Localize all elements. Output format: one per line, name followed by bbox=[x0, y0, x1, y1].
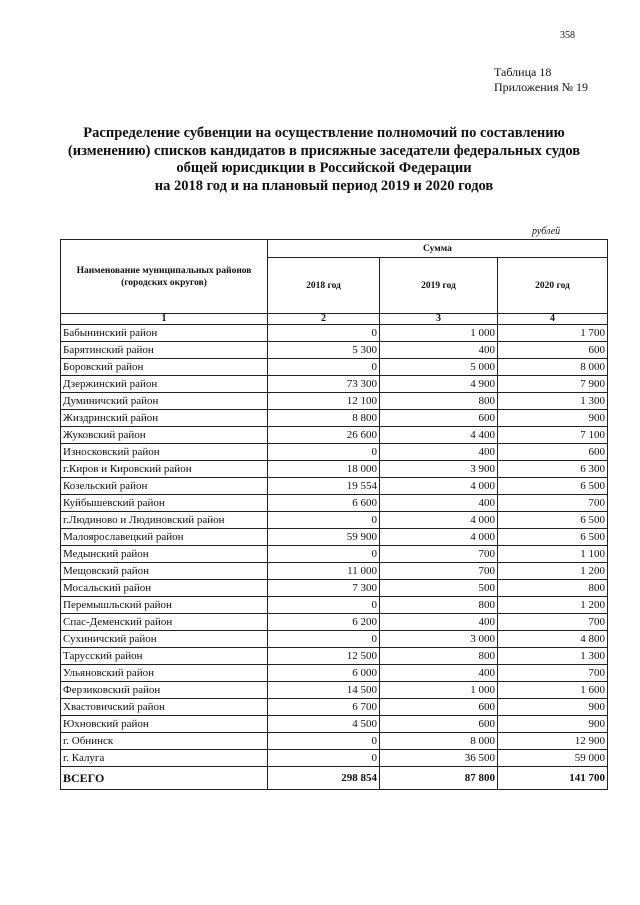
amount-2019: 4 000 bbox=[380, 529, 498, 546]
amount-2019: 4 000 bbox=[380, 512, 498, 529]
district-name: Перемышльский район bbox=[61, 597, 268, 614]
amount-2018: 14 500 bbox=[268, 682, 380, 699]
amount-2018: 0 bbox=[268, 444, 380, 461]
amount-2019: 800 bbox=[380, 648, 498, 665]
total-2020: 141 700 bbox=[498, 767, 608, 790]
table-row bbox=[61, 546, 608, 563]
district-name: Мещовский район bbox=[61, 563, 268, 580]
district-name: Медынский район bbox=[61, 546, 268, 563]
district-name: Малоярославецкий район bbox=[61, 529, 268, 546]
amount-2020: 1 100 bbox=[498, 546, 608, 563]
district-name: г. Калуга bbox=[61, 750, 268, 767]
total-label: ВСЕГО bbox=[61, 767, 268, 790]
amount-2018: 0 bbox=[268, 597, 380, 614]
table-row bbox=[61, 393, 608, 410]
amount-2019: 700 bbox=[380, 546, 498, 563]
amount-2020: 6 500 bbox=[498, 478, 608, 495]
amount-2020: 1 300 bbox=[498, 648, 608, 665]
amount-2019: 800 bbox=[380, 597, 498, 614]
amount-2018: 26 600 bbox=[268, 427, 380, 444]
amount-2019: 400 bbox=[380, 444, 498, 461]
amount-2018: 0 bbox=[268, 359, 380, 376]
amount-2019: 1 000 bbox=[380, 682, 498, 699]
year-header-2020: 2020 год bbox=[498, 258, 608, 314]
amount-2020: 700 bbox=[498, 614, 608, 631]
amount-2020: 700 bbox=[498, 665, 608, 682]
amount-2019: 4 900 bbox=[380, 376, 498, 393]
amount-2018: 0 bbox=[268, 733, 380, 750]
amount-2020: 1 200 bbox=[498, 563, 608, 580]
year-header-2019: 2019 год bbox=[380, 258, 498, 314]
amount-2019: 400 bbox=[380, 665, 498, 682]
district-name: Спас-Деменский район bbox=[61, 614, 268, 631]
title-line: общей юрисдикции в Российской Федерации bbox=[176, 160, 472, 176]
year-header-2018: 2018 год bbox=[268, 258, 380, 314]
amount-2019: 3 000 bbox=[380, 631, 498, 648]
amount-2019: 400 bbox=[380, 495, 498, 512]
table-reference: Таблица 18 bbox=[494, 65, 552, 79]
table-row bbox=[61, 342, 608, 359]
amount-2019: 600 bbox=[380, 410, 498, 427]
sum-header: Сумма bbox=[268, 240, 608, 258]
amount-2018: 0 bbox=[268, 750, 380, 767]
amount-2018: 59 900 bbox=[268, 529, 380, 546]
amount-2019: 600 bbox=[380, 716, 498, 733]
amount-2018: 73 300 bbox=[268, 376, 380, 393]
table-row bbox=[61, 733, 608, 750]
amount-2020: 12 900 bbox=[498, 733, 608, 750]
amount-2019: 3 900 bbox=[380, 461, 498, 478]
district-name: Боровский район bbox=[61, 359, 268, 376]
table-row bbox=[61, 631, 608, 648]
district-name: Дзержинский район bbox=[61, 376, 268, 393]
district-name: Мосальский район bbox=[61, 580, 268, 597]
table-row bbox=[61, 750, 608, 767]
table-row bbox=[61, 427, 608, 444]
column-number: 2 bbox=[268, 314, 380, 325]
table-row bbox=[61, 359, 608, 376]
district-name: Думиничский район bbox=[61, 393, 268, 410]
amount-2018: 0 bbox=[268, 631, 380, 648]
amount-2020: 900 bbox=[498, 716, 608, 733]
amount-2019: 600 bbox=[380, 699, 498, 716]
column-number: 3 bbox=[380, 314, 498, 325]
district-name: Хвастовичский район bbox=[61, 699, 268, 716]
name-column-header: Наименование муниципальных районов (городских округов) bbox=[61, 240, 268, 314]
amount-2018: 11 000 bbox=[268, 563, 380, 580]
amount-2020: 6 300 bbox=[498, 461, 608, 478]
table-row bbox=[61, 410, 608, 427]
amount-2018: 6 200 bbox=[268, 614, 380, 631]
table-row bbox=[61, 665, 608, 682]
column-number: 4 bbox=[498, 314, 608, 325]
amount-2020: 59 000 bbox=[498, 750, 608, 767]
amount-2018: 8 800 bbox=[268, 410, 380, 427]
amount-2018: 0 bbox=[268, 512, 380, 529]
amount-2019: 1 000 bbox=[380, 325, 498, 342]
district-name: Износковский район bbox=[61, 444, 268, 461]
amount-2019: 700 bbox=[380, 563, 498, 580]
district-name: г.Людиново и Людиновский район bbox=[61, 512, 268, 529]
amount-2020: 600 bbox=[498, 342, 608, 359]
appendix-number: Приложения № 19 bbox=[494, 80, 589, 94]
amount-2020: 6 500 bbox=[498, 529, 608, 546]
amount-2020: 600 bbox=[498, 444, 608, 461]
document-title bbox=[50, 125, 598, 195]
district-name: Жуковский район bbox=[61, 427, 268, 444]
total-2018: 298 854 bbox=[268, 767, 380, 790]
table-row bbox=[61, 376, 608, 393]
amount-2018: 5 300 bbox=[268, 342, 380, 359]
table-row bbox=[61, 495, 608, 512]
amount-2018: 12 100 bbox=[268, 393, 380, 410]
table-row bbox=[61, 716, 608, 733]
amount-2018: 6 600 bbox=[268, 495, 380, 512]
district-name: Юхновский район bbox=[61, 716, 268, 733]
table-row bbox=[61, 580, 608, 597]
district-name: Ферзиковский район bbox=[61, 682, 268, 699]
district-name: Сухиничский район bbox=[61, 631, 268, 648]
title-line: на 2018 год и на плановый период 2019 и 2020 годов bbox=[154, 177, 494, 194]
amount-2020: 8 000 bbox=[498, 359, 608, 376]
amount-2020: 800 bbox=[498, 580, 608, 597]
district-name: Бабынинский район bbox=[61, 325, 268, 342]
amount-2020: 1 300 bbox=[498, 393, 608, 410]
amount-2020: 4 800 bbox=[498, 631, 608, 648]
table-row bbox=[61, 325, 608, 342]
amount-2020: 6 500 bbox=[498, 512, 608, 529]
amount-2020: 7 100 bbox=[498, 427, 608, 444]
table-row bbox=[61, 682, 608, 699]
amount-2019: 800 bbox=[380, 393, 498, 410]
amount-2018: 19 554 bbox=[268, 478, 380, 495]
amount-2019: 400 bbox=[380, 614, 498, 631]
amount-2020: 1 200 bbox=[498, 597, 608, 614]
table-row bbox=[61, 563, 608, 580]
total-2019: 87 800 bbox=[380, 767, 498, 790]
table-row bbox=[61, 512, 608, 529]
district-name: Тарусский район bbox=[61, 648, 268, 665]
amount-2020: 1 700 bbox=[498, 325, 608, 342]
amount-2019: 4 400 bbox=[380, 427, 498, 444]
amount-2018: 6 700 bbox=[268, 699, 380, 716]
table-row bbox=[61, 529, 608, 546]
table-row bbox=[61, 614, 608, 631]
district-name: Козельский район bbox=[61, 478, 268, 495]
amount-2020: 900 bbox=[498, 699, 608, 716]
district-name: Жиздринский район bbox=[61, 410, 268, 427]
amount-2020: 7 900 bbox=[498, 376, 608, 393]
amount-2020: 700 bbox=[498, 495, 608, 512]
amount-2019: 36 500 bbox=[380, 750, 498, 767]
amount-2018: 4 500 bbox=[268, 716, 380, 733]
district-name: г. Обнинск bbox=[61, 733, 268, 750]
title-line: Распределение субвенции на осуществление полномочий по составлению bbox=[83, 125, 565, 141]
table-row bbox=[61, 478, 608, 495]
amount-2020: 1 600 bbox=[498, 682, 608, 699]
column-number: 1 bbox=[61, 314, 268, 325]
district-name: Ульяновский район bbox=[61, 665, 268, 682]
amount-2018: 18 000 bbox=[268, 461, 380, 478]
subsidy-table bbox=[60, 239, 608, 790]
amount-2018: 12 500 bbox=[268, 648, 380, 665]
table-row bbox=[61, 699, 608, 716]
appendix-reference bbox=[494, 65, 588, 95]
district-name: Барятинский район bbox=[61, 342, 268, 359]
total-row bbox=[61, 767, 608, 790]
units-label: рублей bbox=[532, 226, 561, 237]
amount-2019: 500 bbox=[380, 580, 498, 597]
amount-2019: 5 000 bbox=[380, 359, 498, 376]
district-name: Куйбышевский район bbox=[61, 495, 268, 512]
district-name: г.Киров и Кировский район bbox=[61, 461, 268, 478]
amount-2020: 900 bbox=[498, 410, 608, 427]
table-row bbox=[61, 461, 608, 478]
amount-2018: 6 000 bbox=[268, 665, 380, 682]
table-row bbox=[61, 648, 608, 665]
table-body bbox=[61, 325, 608, 767]
amount-2019: 8 000 bbox=[380, 733, 498, 750]
page-number: 358 bbox=[560, 30, 575, 41]
table-row bbox=[61, 597, 608, 614]
amount-2019: 400 bbox=[380, 342, 498, 359]
table-row bbox=[61, 444, 608, 461]
amount-2019: 4 000 bbox=[380, 478, 498, 495]
amount-2018: 0 bbox=[268, 325, 380, 342]
amount-2018: 7 300 bbox=[268, 580, 380, 597]
title-line: (изменению) списков кандидатов в присяжные заседатели федеральных судов bbox=[67, 142, 581, 159]
amount-2018: 0 bbox=[268, 546, 380, 563]
